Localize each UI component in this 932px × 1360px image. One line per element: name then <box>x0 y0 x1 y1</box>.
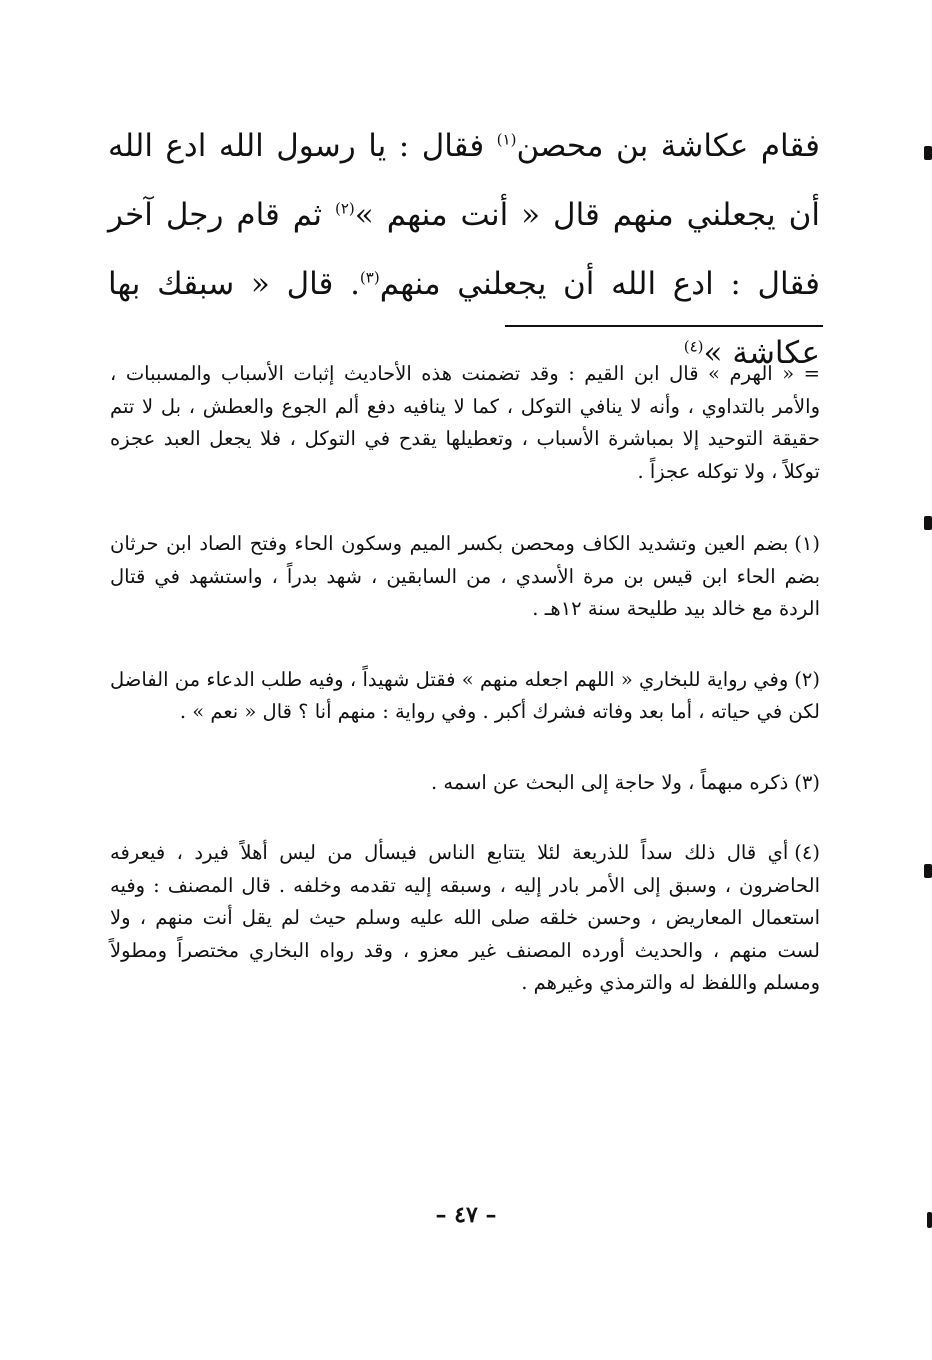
footnote-ref: (٤) <box>683 337 704 356</box>
main-text-line: ثم قام رجل آخر فقال : ادع الله أن يجعلني منهم <box>108 197 820 302</box>
footnote-number: (٢) <box>794 667 820 691</box>
page-number: – ٤٧ – <box>435 1202 497 1228</box>
footnote-4 <box>110 837 820 1000</box>
scan-edge-mark <box>927 1212 932 1228</box>
footnote-1 <box>110 528 820 626</box>
footnote-text: بضم العين وتشديد الكاف ومحصن بكسر الميم وسكون الحاء وفتح الصاد ابن حرثان بضم الحاء ابن قيس بن مرة الأسدي ، من السابقين ، شهد بدراً ، واستشهد في قتال الردة مع خالد بيد طليحة سنة ١٢هـ . <box>110 532 820 620</box>
footnote-2 <box>110 664 820 729</box>
main-text-line: . قال « سبقك بها عكاشة » <box>108 266 820 371</box>
footnote-text: ذكره مبهماً ، ولا حاجة إلى البحث عن اسمه . <box>430 770 789 794</box>
scan-edge-mark <box>924 864 932 878</box>
footnote-number: (٣) <box>794 770 820 794</box>
scan-edge-mark <box>924 146 932 160</box>
footnote-number: (١) <box>794 532 820 555</box>
main-text-line: فقام عكاشة بن محصن <box>516 128 821 164</box>
footnote-ref: (٣) <box>359 268 380 287</box>
main-paragraph <box>108 112 820 388</box>
footnote-separator <box>505 325 823 327</box>
footnote-text: وفي رواية للبخاري « اللهم اجعله منهم » فقتل شهيداً ، وفيه طلب الدعاء من الفاضل لكن في حياته ، أما بعد وفاته فشرك أكبر . وفي رواية : منهم أنا ؟ قال « نعم » . <box>110 667 820 723</box>
footnote-ref: (١) <box>496 130 517 149</box>
footnote-continuation: = « الهرم » قال ابن القيم : وقد تضمنت هذه الأحاديث إثبات الأسباب والمسببات ، والأمر بالتداوي ، وأنه لا ينافي التوكل ، كما لا ينافيه دفع ألم الجوع والعطش ، بل لا تتم حقيقة التوحيد إلا بمباشرة الأسباب ، وتعطيلها يقدح في التوكل ، فلا يجعل العبد عجزه توكلاً ، ولا توكله عجزاً . <box>110 362 820 483</box>
footnotes <box>110 358 820 1038</box>
footnote-ref: (٢) <box>335 199 355 218</box>
main-text-line: فقال : يا رسول الله ادع الله أن يجعلني منهم قال « أنت منهم » <box>108 128 820 233</box>
footnote-text: أي قال ذلك سداً للذريعة لئلا يتتابع الناس فيسأل من ليس أهلاً فيرد ، فيعرفه الحاضرون ، وسبق إلى الأمر بادر إليه ، وسبقه إليه تقدمه وخلفه . قال المصنف : وفيه استعمال المعاريض ، وحسن خلقه صلى الله عليه وسلم حيث لم يقل أنت منهم ، ولا لست منهم ، والحديث أورده المصنف غير معزو ، وقد رواه البخاري مختصراً ومطولاً ومسلم واللفظ له والترمذي وغيرهم . <box>110 841 820 994</box>
scan-edge-mark <box>924 516 932 530</box>
footnote-3 <box>110 767 820 800</box>
main-text <box>108 112 820 388</box>
footnote-number: (٤) <box>794 841 820 864</box>
